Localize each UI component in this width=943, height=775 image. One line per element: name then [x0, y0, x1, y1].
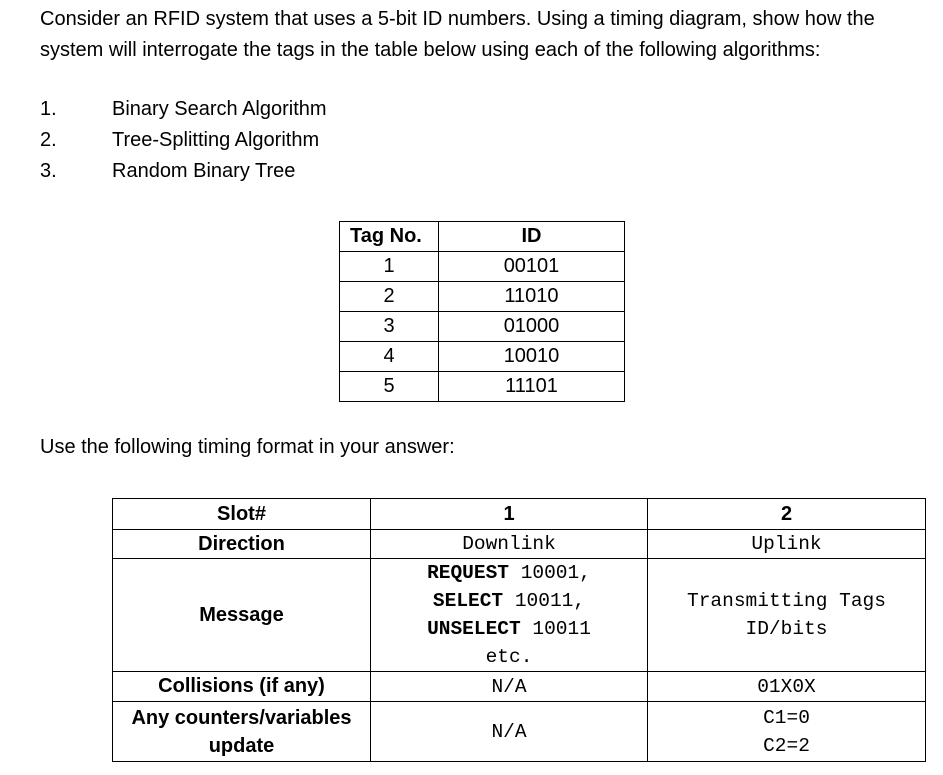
request-command: REQUEST — [427, 562, 509, 584]
table-cell: 01000 — [439, 312, 625, 342]
slot-label: Slot# — [113, 499, 371, 530]
timing-format-table — [112, 498, 926, 762]
direction-1: Downlink — [371, 530, 648, 559]
select-line — [371, 587, 647, 615]
table-row — [113, 559, 926, 672]
table-header-row — [340, 222, 625, 252]
collisions-label: Collisions (if any) — [113, 672, 371, 702]
counter-value: C2=2 — [763, 734, 810, 757]
counter-value: C1=0 — [763, 706, 810, 729]
list-item — [40, 125, 327, 156]
unselect-command: UNSELECT — [427, 618, 521, 640]
counters-2 — [648, 702, 926, 762]
slot-1: 1 — [371, 499, 648, 530]
table-row — [340, 282, 625, 312]
counters-label-line: Any counters/variables — [131, 706, 352, 729]
list-number: 1. — [40, 98, 57, 120]
collisions-1: N/A — [371, 672, 648, 702]
table-row — [113, 499, 926, 530]
collisions-2: 01X0X — [648, 672, 926, 702]
format-instruction: Use the following timing format in your answer: — [40, 436, 455, 458]
select-command: SELECT — [432, 590, 504, 612]
message-2-line: ID/bits — [745, 618, 828, 640]
list-text: Tree-Splitting Algorithm — [112, 129, 320, 151]
table-cell: 4 — [340, 342, 439, 372]
table-row — [113, 702, 926, 762]
table-cell: 1 — [340, 252, 439, 282]
counters-1: N/A — [371, 702, 648, 762]
slot-2: 2 — [648, 499, 926, 530]
request-line — [371, 559, 647, 587]
list-number: 3. — [40, 160, 57, 182]
direction-label: Direction — [113, 530, 371, 559]
table-row — [340, 312, 625, 342]
message-2 — [648, 559, 926, 672]
table-row — [340, 252, 625, 282]
select-value: 10011, — [514, 590, 586, 612]
unselect-value: 10011 — [532, 618, 591, 640]
counters-label-line: update — [208, 734, 275, 757]
direction-2: Uplink — [648, 530, 926, 559]
table-cell: 5 — [340, 372, 439, 402]
list-text: Binary Search Algorithm — [112, 98, 327, 120]
unselect-line — [371, 615, 647, 643]
problem-statement: Consider an RFID system that uses a 5-bit ID numbers. Using a timing diagram, show how the system will interrogate the tags in the table below using each of the following algorithms: — [40, 8, 875, 61]
message-2-line: Transmitting Tags — [687, 590, 886, 612]
list-number: 2. — [40, 129, 57, 151]
table-row — [113, 530, 926, 559]
counters-label — [113, 702, 371, 762]
etc-line: etc. — [485, 646, 533, 668]
tag-table — [339, 221, 625, 402]
table-cell: 11101 — [439, 372, 625, 402]
message-1 — [371, 559, 648, 672]
list-item — [40, 156, 327, 187]
algorithm-list — [40, 94, 327, 187]
list-text: Random Binary Tree — [112, 160, 296, 182]
table-cell: 10010 — [439, 342, 625, 372]
table-cell: 3 — [340, 312, 439, 342]
column-header: Tag No. — [340, 222, 439, 252]
message-label: Message — [113, 559, 371, 672]
column-header: ID — [439, 222, 625, 252]
list-item — [40, 94, 327, 125]
table-cell: 2 — [340, 282, 439, 312]
table-cell: 00101 — [439, 252, 625, 282]
table-row — [340, 372, 625, 402]
table-row — [113, 672, 926, 702]
table-cell: 11010 — [439, 282, 625, 312]
table-row — [340, 342, 625, 372]
request-value: 10001, — [520, 562, 591, 584]
